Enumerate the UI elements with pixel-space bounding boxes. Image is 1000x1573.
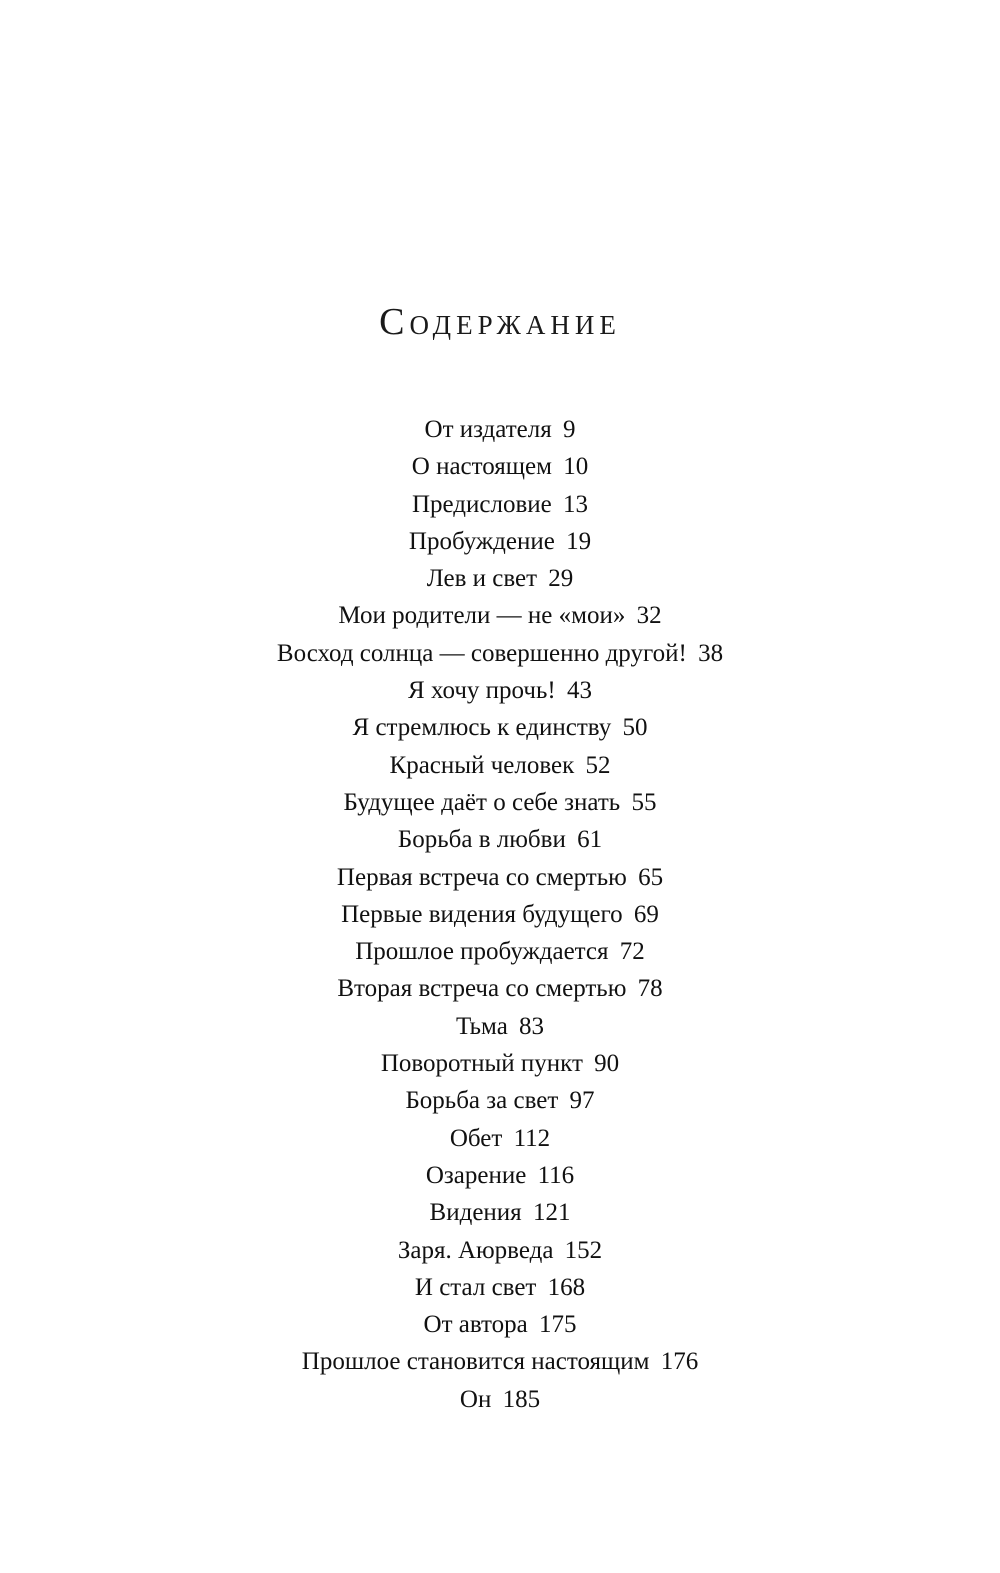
page-title: Содержание [379,301,621,343]
toc-entry-page-number: 97 [569,1087,595,1115]
toc-entry [0,1343,1000,1380]
toc-entry [0,560,1000,597]
toc-entry-title: Борьба за свет [405,1087,559,1115]
toc-entry-title: Лев и свет [426,565,538,593]
toc-entry-title: Будущее даёт о себе знать [343,788,621,816]
toc-entry-title: Обет [449,1124,503,1152]
toc-entry-title: Борьба в любви [397,826,566,854]
toc-entry-title: Заря. Аюрведа [397,1236,554,1264]
toc-entry-page-number: 78 [637,975,663,1003]
toc-entry-page-number: 61 [577,826,603,854]
toc-entry-title: Он [459,1385,492,1413]
toc-entry-page-number: 13 [563,490,589,518]
toc-entry-title: И стал свет [414,1273,537,1301]
toc-entry [0,448,1000,485]
toc-entry-title: Видения [429,1199,522,1227]
toc-entry-title: Первые видения будущего [341,900,623,928]
toc-entry-title: Восход солнца — совершенно другой! [276,639,687,667]
toc-entry [0,859,1000,896]
toc-entry [0,1008,1000,1045]
toc-entry-page-number: 10 [563,453,589,481]
toc-entry [0,1232,1000,1269]
toc-entry-page-number: 43 [566,677,592,705]
toc-entry-title: Я хочу прочь! [408,677,556,705]
toc-entry-page-number: 116 [537,1161,575,1189]
toc-entry-title: Первая встреча со смертью [336,863,627,891]
toc-entry-title: Я стремлюсь к единству [352,714,612,742]
toc-entry [0,1194,1000,1231]
toc-entry-title: Тьма [455,1012,508,1040]
toc-entry-page-number: 19 [566,527,592,555]
toc-entry-page-number: 38 [698,639,724,667]
toc-entry [0,411,1000,448]
toc-entry-title: Красный человек [389,751,575,779]
toc-entry-page-number: 69 [633,900,659,928]
toc-entry-page-number: 175 [538,1311,577,1339]
toc-entry [0,486,1000,523]
toc-entry [0,597,1000,634]
toc-entry-page-number: 152 [564,1236,603,1264]
toc-entry [0,933,1000,970]
toc-entry-page-number: 176 [660,1348,699,1376]
table-of-contents [0,411,1000,1418]
toc-entry [0,1269,1000,1306]
toc-entry [0,709,1000,746]
toc-entry [0,1045,1000,1082]
toc-entry [0,970,1000,1007]
toc-entry-title: Озарение [425,1161,527,1189]
toc-entry [0,672,1000,709]
toc-entry-title: От автора [423,1311,528,1339]
toc-entry-title: О настоящем [411,453,552,481]
toc-entry-page-number: 55 [631,788,657,816]
toc-entry [0,747,1000,784]
toc-entry-title: Поворотный пункт [380,1050,583,1078]
toc-entry-title: Пробуждение [408,527,555,555]
toc-entry-page-number: 90 [594,1050,620,1078]
toc-entry [0,896,1000,933]
toc-entry-title: Мои родители — не «мои» [338,602,626,630]
toc-entry-page-number: 50 [622,714,648,742]
toc-entry-page-number: 168 [547,1273,586,1301]
toc-entry-page-number: 83 [519,1012,545,1040]
toc-entry [0,1120,1000,1157]
toc-entry [0,1082,1000,1119]
toc-entry [0,635,1000,672]
toc-entry-title: От издателя [424,416,552,443]
toc-entry-page-number: 32 [636,602,662,630]
toc-entry-page-number: 65 [638,863,664,891]
toc-entry-page-number: 72 [619,938,645,966]
toc-entry [0,784,1000,821]
toc-entry [0,821,1000,858]
toc-entry-title: Прошлое становится настоящим [301,1348,650,1376]
toc-entry-title: Прошлое пробуждается [355,938,609,966]
toc-entry-title: Вторая встреча со смертью [337,975,627,1003]
toc-entry [0,1157,1000,1194]
toc-entry-page-number: 121 [532,1199,571,1227]
toc-entry-page-number: 9 [562,416,576,443]
toc-entry-page-number: 112 [513,1124,551,1152]
toc-entry-page-number: 185 [502,1385,541,1413]
toc-entry [0,1306,1000,1343]
toc-entry [0,523,1000,560]
toc-entry-page-number: 52 [585,751,611,779]
toc-entry [0,1381,1000,1418]
toc-entry-title: Предисловие [411,490,552,518]
toc-entry-page-number: 29 [548,565,574,593]
